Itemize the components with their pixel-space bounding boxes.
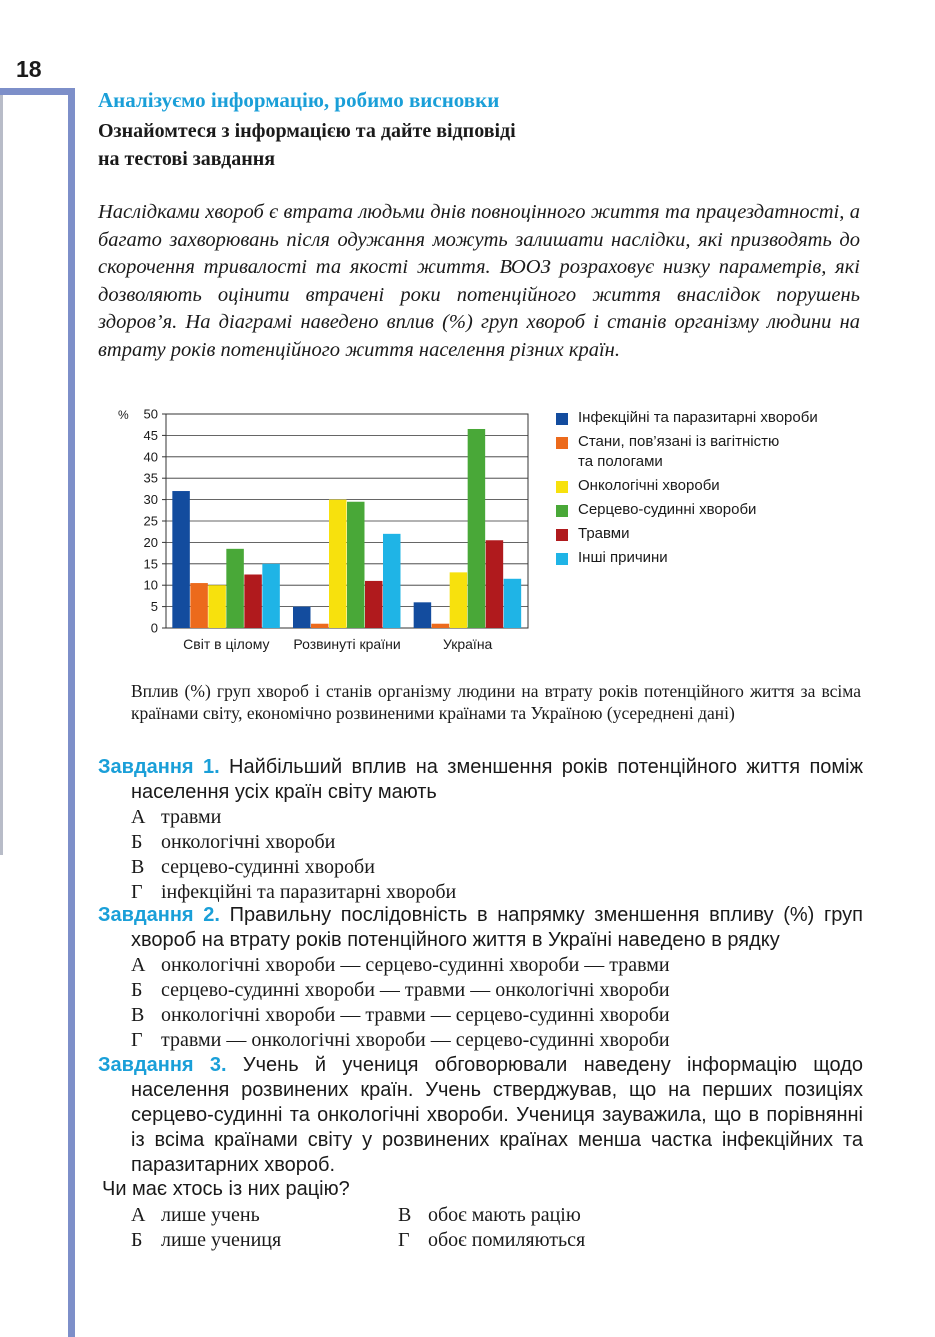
- option[interactable]: [398, 1228, 678, 1253]
- legend-label: Інфекційні та паразитарні хвороби: [578, 409, 818, 426]
- y-tick-label: 50: [143, 406, 158, 422]
- option[interactable]: [98, 1028, 863, 1053]
- option-letter: А: [131, 1204, 146, 1226]
- bar: [190, 583, 208, 628]
- y-tick-label: 15: [143, 556, 158, 572]
- task-3-text: [98, 1053, 863, 1178]
- legend-item: [556, 524, 886, 544]
- option-text: онкологічні хвороби — серцево-судинні хвороби — травми: [161, 954, 670, 976]
- bar: [208, 585, 226, 628]
- legend-swatch: [556, 529, 568, 541]
- legend-swatch: [556, 413, 568, 425]
- bar: [293, 607, 311, 628]
- bar: [486, 540, 504, 628]
- task-1-question: Найбільший вплив на зменшення років потенційного життя поміж населення усіх країн світу мають: [131, 756, 863, 803]
- y-tick-label: 35: [143, 470, 158, 486]
- option-letter: А: [131, 806, 146, 828]
- y-tick-label: 40: [143, 449, 158, 465]
- task-3-question: Чи має хтось із них рацію?: [102, 1178, 350, 1200]
- y-tick-label: 5: [150, 599, 158, 615]
- legend-swatch: [556, 505, 568, 517]
- bar: [504, 579, 521, 628]
- page-accent-bar-top: [0, 88, 75, 95]
- option-text: онкологічні хвороби: [161, 831, 336, 853]
- bar: [226, 549, 244, 628]
- legend-item: [556, 500, 886, 520]
- bar: [311, 624, 329, 628]
- option-text: обоє мають рацію: [428, 1204, 581, 1226]
- option[interactable]: [98, 805, 863, 830]
- bar: [365, 581, 383, 628]
- option-letter: В: [131, 1004, 145, 1026]
- legend-item: [556, 548, 886, 568]
- legend-swatch: [556, 481, 568, 493]
- legend-swatch: [556, 437, 568, 449]
- option-letter: Г: [131, 1029, 143, 1051]
- legend-swatch: [556, 553, 568, 565]
- x-category-label: Розвинуті країни: [293, 636, 401, 652]
- bar: [450, 572, 468, 628]
- intro-paragraph: Наслідками хвороб є втрата людьми днів повноцінного життя та працездатності, а багато захворювань після одужання можуть залишати наслідки, які призводять до скорочення тривалості та якості життя. ВООЗ розраховує низку параметрів, які дозволяють оцінити втрачені роки потенційного життя внаслідок порушень здоров’я. На діаграмі наведено вплив (%) груп хвороб і станів організму людини на втрату років потенційного життя населення різних країн.: [98, 201, 860, 361]
- option[interactable]: [98, 978, 863, 1003]
- option-text: лише учениця: [161, 1229, 282, 1251]
- x-category-label: Україна: [442, 636, 493, 652]
- option-text: серцево-судинні хвороби — травми — онкологічні хвороби: [161, 979, 670, 1001]
- option-text: травми: [161, 806, 222, 828]
- option-text: серцево-судинні хвороби: [161, 856, 375, 878]
- y-tick-label: 0: [150, 620, 158, 636]
- option-text: лише учень: [161, 1204, 260, 1226]
- option[interactable]: [131, 1228, 398, 1253]
- option[interactable]: [98, 880, 863, 905]
- y-tick-label: 25: [143, 513, 158, 529]
- option-text: травми — онкологічні хвороби — серцево-судинні хвороби: [161, 1029, 670, 1051]
- task-1-text: [98, 755, 863, 805]
- bar: [262, 564, 280, 628]
- page-edge-bar: [0, 95, 3, 855]
- option[interactable]: [98, 830, 863, 855]
- chart-canvas: [110, 400, 540, 660]
- bar: [414, 602, 432, 628]
- option[interactable]: [98, 855, 863, 880]
- y-tick-label: 20: [143, 534, 158, 550]
- task-3-label: Завдання 3.: [98, 1054, 227, 1076]
- section-title: Аналізуємо інформацію, робимо висновки: [98, 88, 500, 112]
- legend-label: Інші причини: [578, 549, 668, 566]
- instruction-line: Ознайомтеся з інформацією та дайте відповіді: [98, 120, 516, 142]
- task-1: [98, 755, 863, 905]
- option-letter: Г: [398, 1229, 410, 1251]
- option[interactable]: [131, 1203, 398, 1228]
- option-letter: В: [131, 856, 145, 878]
- bar: [172, 491, 190, 628]
- y-axis-label: %: [118, 408, 129, 422]
- bar: [347, 502, 365, 628]
- option-letter: А: [131, 954, 146, 976]
- task-2: [98, 903, 863, 1053]
- chart-caption: Вплив (%) груп хвороб і станів організму людини на втрату років потенційного життя за всіма країнами світу, економічно розвиненими країнами та Україною (усереднені дані): [131, 681, 861, 723]
- task-3-statement: Учень й учениця обговорювали наведену інформацію щодо населення розвинених країн. Учень стверджував, що на перших позиціях серцево-судинні та онкологічні хвороби. Учениця зауважила, що в порівнянні із всіма країнами світу у розвинених країнах менша частка інфекційних та паразитарних хвороб.: [131, 1054, 863, 1176]
- option-letter: Б: [131, 831, 143, 853]
- bar: [468, 429, 486, 628]
- option-text: інфекційні та паразитарні хвороби: [161, 881, 457, 903]
- task-2-text: [98, 903, 863, 953]
- y-tick-label: 10: [143, 577, 158, 593]
- option[interactable]: [98, 953, 863, 978]
- option-letter: Г: [131, 881, 143, 903]
- bar-chart: [110, 400, 540, 660]
- bar: [244, 575, 261, 629]
- option-text: онкологічні хвороби — травми — серцево-судинні хвороби: [161, 1004, 670, 1026]
- legend-item: [556, 408, 886, 428]
- task-3-options: [131, 1203, 691, 1253]
- option-text: обоє помиляються: [428, 1229, 586, 1251]
- legend-label: Стани, пов’язані із вагітністю: [578, 433, 780, 450]
- task-2-label: Завдання 2.: [98, 904, 220, 926]
- option-letter: Б: [131, 979, 143, 1001]
- option[interactable]: [98, 1003, 863, 1028]
- task-2-options: [98, 953, 863, 1053]
- y-tick-label: 45: [143, 427, 158, 443]
- x-category-label: Світ в цілому: [183, 636, 270, 652]
- page-accent-bar-side: [68, 88, 75, 1337]
- task-2-question: Правильну послідовність в напрямку зменшення впливу (%) груп хвороб на втрату років потенційного життя в Україні наведено в рядку: [131, 904, 863, 951]
- task-1-label: Завдання 1.: [98, 756, 220, 778]
- bar: [383, 534, 401, 628]
- y-tick-label: 30: [143, 492, 158, 508]
- chart-legend: [556, 408, 886, 572]
- instruction: [98, 117, 698, 173]
- legend-label: Серцево-судинні хвороби: [578, 501, 757, 518]
- option-letter: Б: [131, 1229, 143, 1251]
- legend-item: [556, 432, 886, 472]
- instruction-line: на тестові завдання: [98, 148, 276, 170]
- page-number: 18: [16, 56, 42, 82]
- option-letter: В: [398, 1204, 412, 1226]
- bar: [329, 500, 347, 628]
- task-1-options: [98, 805, 863, 905]
- legend-label: Онкологічні хвороби: [578, 477, 720, 494]
- option[interactable]: [398, 1203, 678, 1228]
- task-3: [98, 1053, 863, 1178]
- bar: [432, 624, 450, 628]
- legend-label: Травми: [578, 525, 630, 542]
- legend-label: та пологами: [578, 453, 663, 470]
- legend-item: [556, 476, 886, 496]
